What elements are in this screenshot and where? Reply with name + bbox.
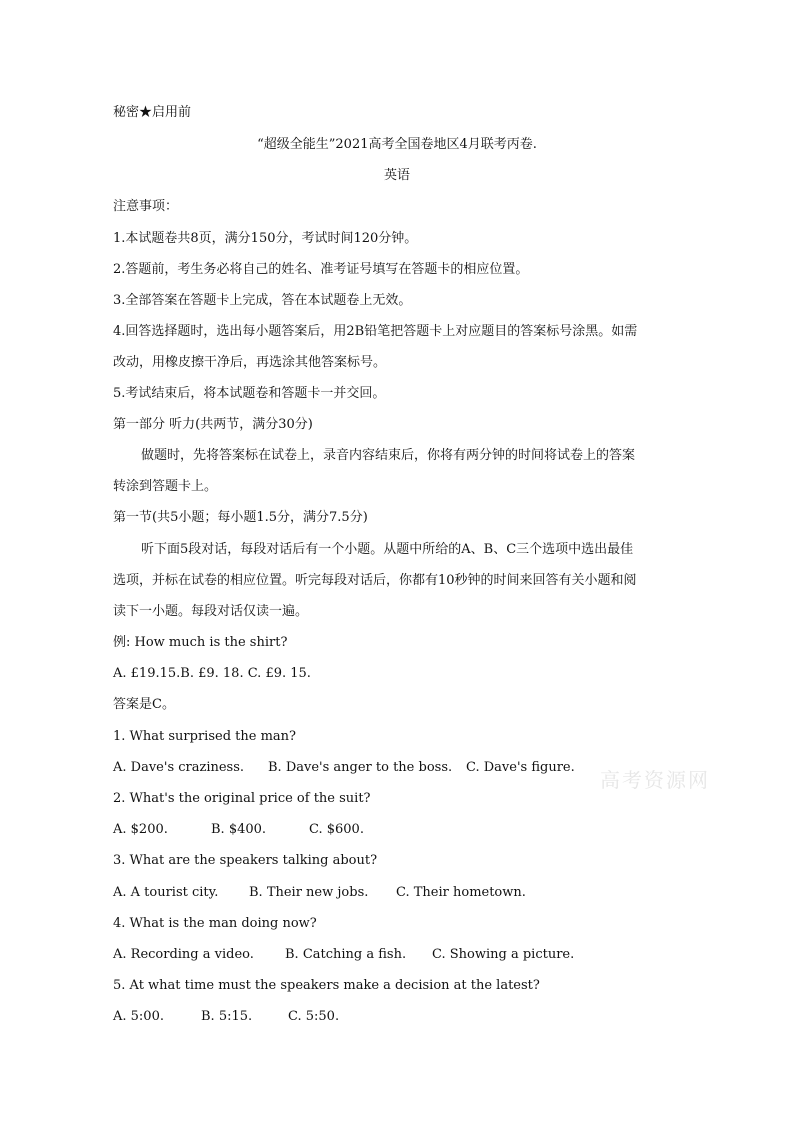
- q2-option-a: A. $200.: [113, 822, 168, 837]
- q2-option-c: C. $600.: [309, 822, 364, 837]
- secret-label: 秘密★启用前: [113, 105, 192, 120]
- notice-item-4-cont: 改动，用橡皮擦干净后，再选涂其他答案标号。: [113, 355, 387, 370]
- q2-option-b: B. $400.: [211, 822, 267, 837]
- q4-option-a: A. Recording a video.: [113, 947, 254, 962]
- exam-title: “超级全能生”2021高考全国卷地区4月联考丙卷.: [257, 137, 537, 152]
- question-4: 4. What is the man doing now?: [113, 916, 317, 931]
- part1-title: 第一部分 听力(共两节，满分30分): [113, 417, 313, 432]
- q4-option-b: B. Catching a fish.: [285, 947, 407, 962]
- part1-intro-line1: 做题时，先将答案标在试卷上，录音内容结束后，你将有两分钟的时间将试卷上的答案: [141, 448, 636, 463]
- q5-option-b: B. 5:15.: [201, 1009, 253, 1024]
- subject-title: 英语: [383, 168, 410, 183]
- notice-item-3: 3.全部答案在答题卡上完成，答在本试题卷上无效。: [113, 293, 412, 308]
- example-options: A. £19.15.B. £9. 18. C. £9. 15.: [113, 666, 311, 681]
- notice-item-5: 5.考试结束后，将本试题卷和答题卡一并交回。: [113, 386, 386, 401]
- notice-item-2: 2.答题前，考生务必将自己的姓名、准考证号填写在答题卡的相应位置。: [113, 262, 529, 277]
- q5-option-c: C. 5:50.: [288, 1009, 340, 1024]
- q3-option-a: A. A tourist city.: [113, 885, 219, 900]
- watermark: 高考资源网: [600, 768, 710, 792]
- example-question: 例: How much is the shirt?: [113, 635, 288, 650]
- section1-title: 第一节(共5小题；每小题1.5分，满分7.5分): [113, 510, 368, 525]
- section1-intro-line1: 听下面5段对话，每段对话后有一个小题。从题中所给的A、B、C三个选项中选出最佳: [141, 542, 634, 557]
- q1-option-c: C. Dave's figure.: [466, 760, 575, 775]
- q3-option-b: B. Their new jobs.: [249, 885, 369, 900]
- question-1: 1. What surprised the man?: [113, 729, 296, 744]
- notice-item-4: 4.回答选择题时，选出每小题答案后，用2B铅笔把答题卡上对应题目的答案标号涂黑。如需: [113, 324, 638, 339]
- q1-option-b: B. Dave's anger to the boss.: [268, 760, 453, 775]
- q1-option-a: A. Dave's craziness.: [113, 760, 245, 775]
- q4-option-c: C. Showing a picture.: [432, 947, 575, 962]
- section1-intro-line3: 读下一小题。每段对话仅读一遍。: [113, 604, 309, 619]
- q3-option-c: C. Their hometown.: [396, 885, 526, 900]
- example-answer: 答案是C。: [113, 697, 175, 712]
- notice-title: 注意事项：: [113, 199, 179, 214]
- question-5: 5. At what time must the speakers make a decision at the latest?: [113, 978, 540, 993]
- q5-option-a: A. 5:00.: [113, 1009, 164, 1024]
- part1-intro-line2: 转涂到答题卡上。: [113, 479, 218, 494]
- question-2: 2. What's the original price of the suit?: [113, 791, 371, 806]
- section1-intro-line2: 选项，并标在试卷的相应位置。听完每段对话后，你都有10秒钟的时间来回答有关小题和阅: [113, 573, 637, 588]
- question-3: 3. What are the speakers talking about?: [113, 853, 378, 868]
- notice-item-1: 1.本试题卷共8页，满分150分，考试时间120分钟。: [113, 231, 418, 246]
